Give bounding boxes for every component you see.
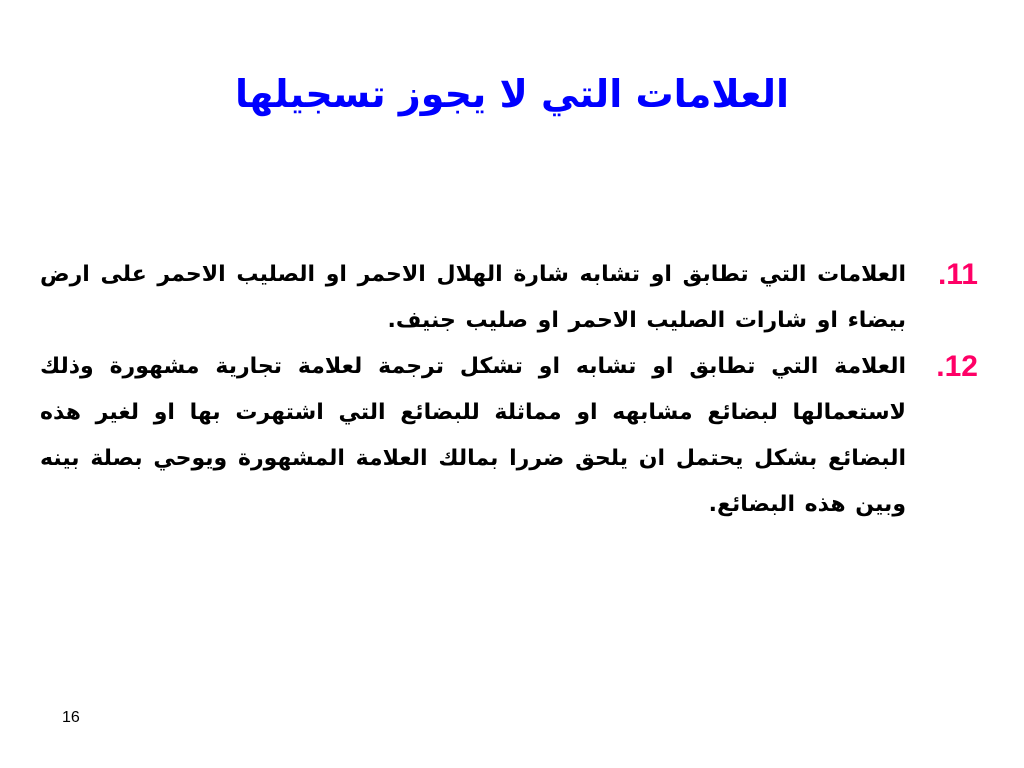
list-item-number: 11.	[937, 258, 978, 291]
list-item	[38, 252, 978, 344]
list-item-number: 12.	[936, 350, 978, 383]
list-item-text: العلامات التي تطابق او تشابه شارة الهلال الاحمر او الصليب الاحمر على ارض بيضاء او شارات الصليب الاحمر او صليب جنيف.	[40, 262, 906, 333]
list-item-text: العلامة التي تطابق او تشابه او تشكل ترجمة لعلامة تجارية مشهورة وذلك لاستعمالها لبضائع مشابهه او مماثلة للبضائع التي اشتهرت بها او لغير هذه البضائع بشكل يحتمل ان يلحق ضررا بمالك العلامة المشهورة ويوحي بصلة بينه وبين هذه البضائع.	[40, 354, 906, 517]
page-number: 16	[62, 709, 80, 726]
numbered-list	[38, 252, 978, 528]
slide-title: العلامات التي لا يجوز تسجيلها	[234, 72, 790, 116]
list-item	[38, 344, 978, 528]
